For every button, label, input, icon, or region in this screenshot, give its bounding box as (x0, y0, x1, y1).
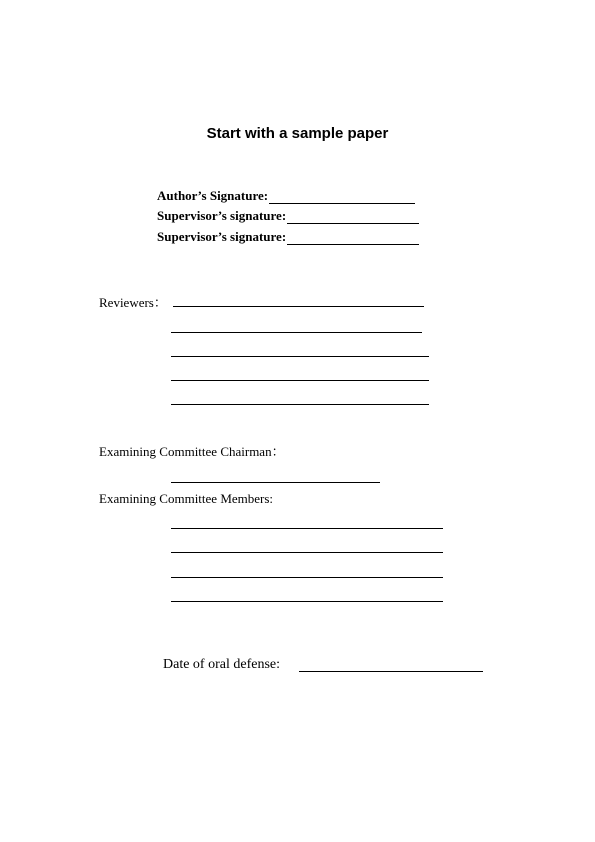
supervisor-signature-row-2 (157, 229, 419, 245)
reviewer-line-5[interactable] (171, 404, 429, 405)
author-signature-line[interactable] (269, 190, 415, 204)
reviewers-label: Reviewers： (99, 295, 167, 310)
supervisor-signature-label-2: Supervisor’s signature: (157, 229, 287, 244)
reviewer-line-1[interactable] (173, 306, 424, 307)
chairman-label: Examining Committee Chairman： (99, 444, 285, 459)
reviewer-line-3[interactable] (171, 356, 429, 357)
supervisor-signature-label-1: Supervisor’s signature: (157, 208, 287, 223)
members-label: Examining Committee Members: (99, 491, 274, 506)
supervisor-signature-line-2[interactable] (287, 231, 419, 245)
reviewer-line-4[interactable] (171, 380, 429, 381)
supervisor-signature-line-1[interactable] (287, 210, 419, 224)
page-title: Start with a sample paper (206, 125, 389, 142)
reviewer-line-2[interactable] (171, 332, 422, 333)
author-signature-row (157, 188, 415, 204)
date-line[interactable] (299, 671, 483, 672)
member-line-2[interactable] (171, 552, 443, 553)
supervisor-signature-row-1 (157, 208, 419, 224)
member-line-4[interactable] (171, 601, 443, 602)
chairman-line[interactable] (171, 482, 380, 483)
member-line-3[interactable] (171, 577, 443, 578)
author-signature-label: Author’s Signature: (157, 188, 269, 203)
date-label: Date of oral defense: (163, 657, 280, 672)
member-line-1[interactable] (171, 528, 443, 529)
